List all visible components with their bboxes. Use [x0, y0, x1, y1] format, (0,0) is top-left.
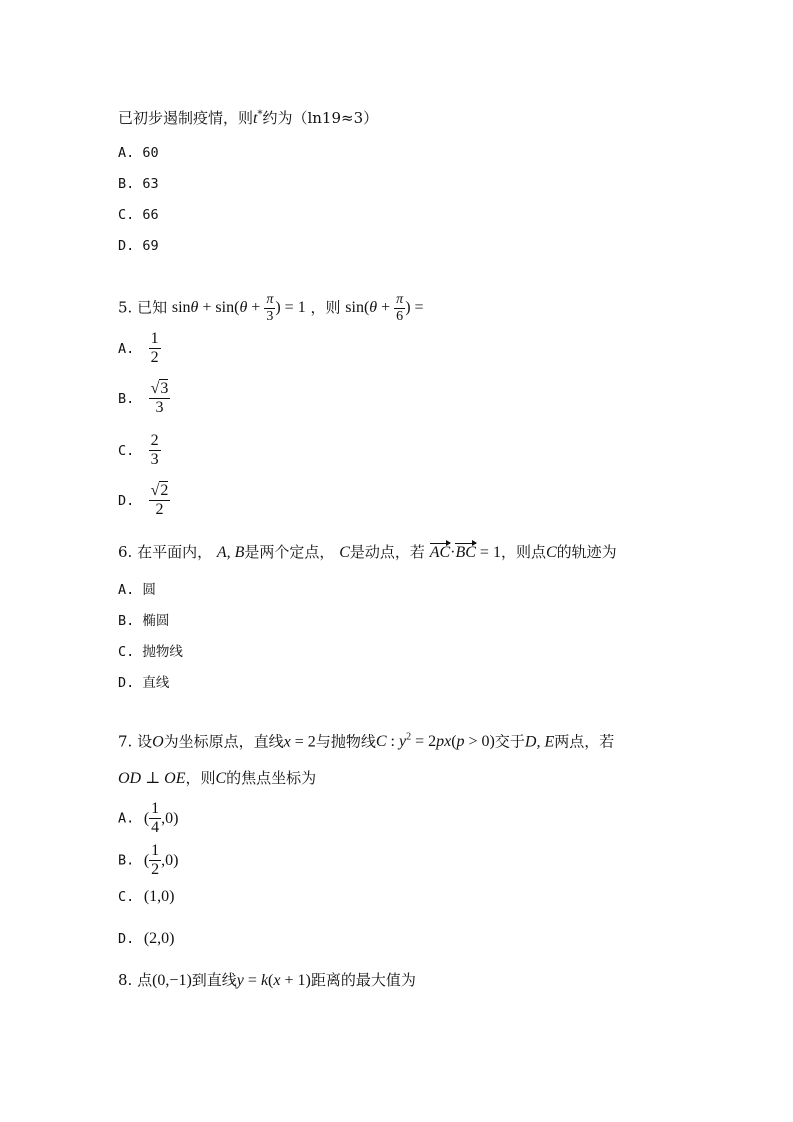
q7-option-c[interactable]: C. (1,0): [118, 888, 175, 905]
q5-option-b[interactable]: B. $\frac{√3}{3}$: [118, 380, 169, 417]
q8-stem: 8. 点(0,−1)到直线y = k(x + 1)距离的最大值为: [118, 971, 416, 989]
q4-option-d[interactable]: D. 69: [118, 238, 159, 254]
q6-option-c[interactable]: C. 抛物线: [118, 644, 183, 660]
q4-option-c[interactable]: C. 66: [118, 207, 159, 223]
q6-stem: 6. 在平面内， A, B是两个定点， C是动点，若 AC·BC = 1，则点C的轨迹为: [118, 543, 617, 561]
q5-condition: sinθ + sin(θ + $\frac{\pi}{3}$ ) = 1: [171, 292, 306, 325]
q6-dot-product: AC·BC = 1: [429, 544, 501, 561]
q6-option-b[interactable]: B. 椭圆: [118, 613, 170, 629]
q7-stem-line1: 7. 设O为坐标原点，直线x = 2与抛物线C : $y^2 = 2px(p > 0)$交于D, E两点，若: [118, 732, 615, 751]
q6-option-d[interactable]: D. 直线: [118, 675, 170, 691]
q7-option-d[interactable]: D. (2,0): [118, 930, 175, 947]
q7-option-b[interactable]: B. ( $\frac{1}{2}$ ,0): [118, 842, 179, 879]
q7-stem-line2: OD ⊥ OE，则C的焦点坐标为: [118, 769, 317, 787]
q6-option-a[interactable]: A. 圆: [118, 582, 156, 598]
q4-option-b[interactable]: B. 63: [118, 176, 159, 192]
q4-stem: 已初步遏制疫情，则t*约为（ln19≈3）: [118, 109, 379, 127]
q5-question: sin(θ + $\frac{\pi}{6}$ ) =: [345, 292, 424, 325]
q7-option-a[interactable]: A. ( $\frac{1}{4}$ ,0): [118, 800, 179, 837]
q5-option-d[interactable]: D. $\frac{√2}{2}$: [118, 482, 169, 519]
q5-number: 5. 已知: [118, 298, 168, 317]
q5-option-a[interactable]: A. $\frac{1}{2}$: [118, 330, 159, 367]
q4-option-a[interactable]: A. 60: [118, 145, 159, 161]
q5-option-c[interactable]: C. $\frac{2}{3}$: [118, 432, 159, 469]
q5-stem: 5. 已知 sinθ + sin(θ + $\frac{\pi}{3}$ ) = 1 ，则 sin(θ + $\frac{\pi}{6}$ ) =: [118, 292, 424, 325]
